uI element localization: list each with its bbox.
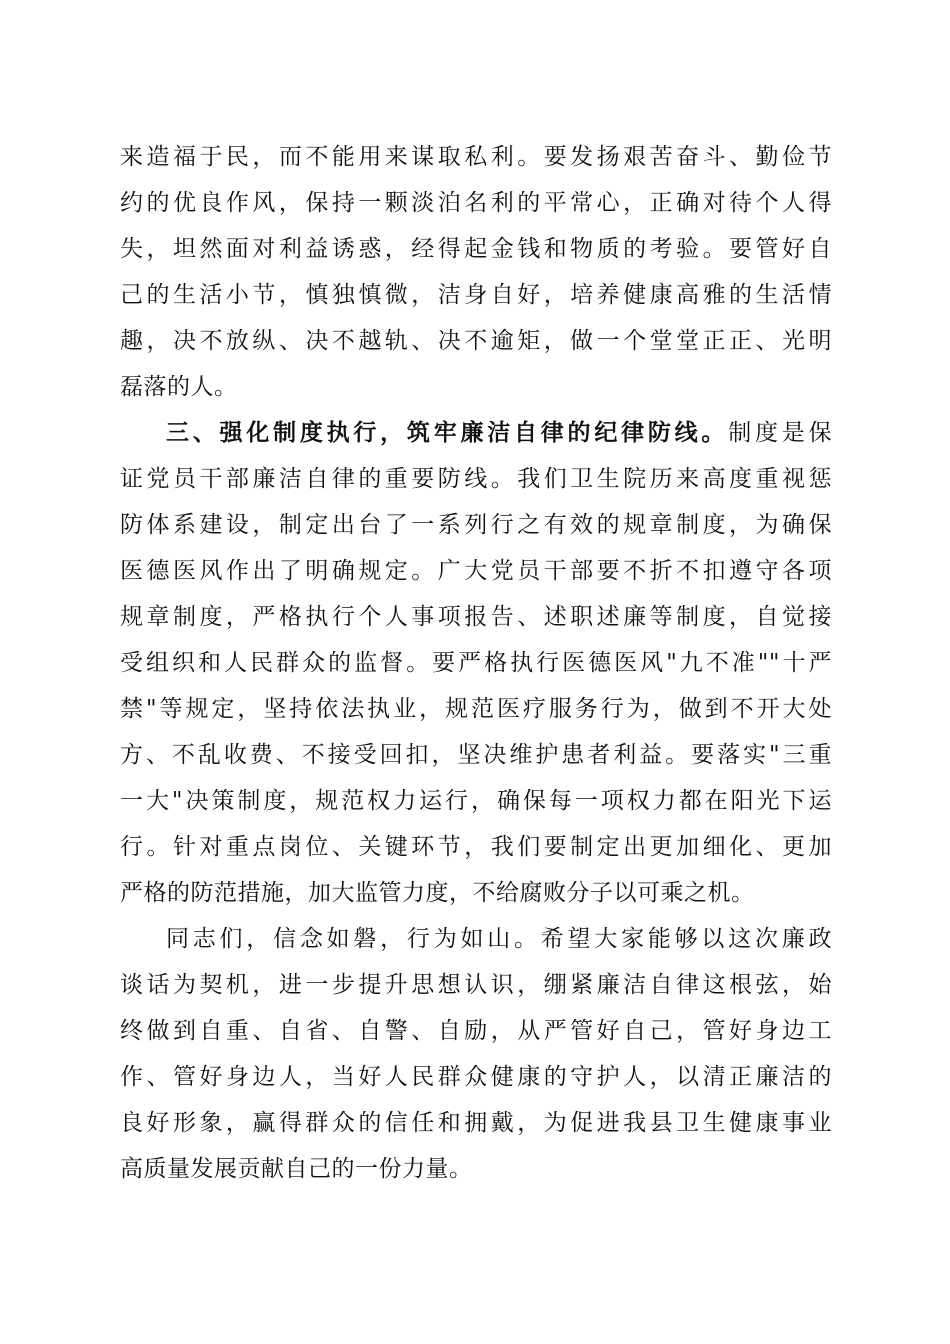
p2-line-7: 禁"等规定，坚持依法执业，规范医疗服务行为，做到不开大处 [120,696,832,722]
p3-line-1: 同志们，信念如磐，行为如山。希望大家能够以这次廉政 [166,926,832,952]
p2-line-9: 一大"决策制度，规范权力运行，确保每一项权力都在阳光下运 [120,788,832,814]
p2-line-1-rest: 制度是保 [728,420,833,446]
p1-line-5: 趣，决不放纵、决不越轨、决不逾矩，做一个堂堂正正、光明 [120,328,832,354]
p2-line-8: 方、不乱收费、不接受回扣，坚决维护患者利益。要落实"三重 [120,742,832,768]
p2-line-4: 医德医风作出了明确规定。广大党员干部要不折不扣遵守各项 [120,558,832,584]
p1-line-6: 磊落的人。 [120,374,238,400]
p2-line-1 [120,410,832,456]
p2-line-11: 严格的防范措施，加大监管力度，不给腐败分子以可乘之机。 [120,880,755,906]
p3-line-2: 谈话为契机，进一步提升思想认识，绷紧廉洁自律这根弦，始 [120,972,832,998]
p3-line-5: 良好形象，赢得群众的信任和拥戴，为促进我县卫生健康事业 [120,1110,832,1136]
p2-line-10: 行。针对重点岗位、关键环节，我们要制定出更加细化、更加 [120,834,832,860]
p2-line-3: 防体系建设，制定出台了一系列行之有效的规章制度，为确保 [120,512,832,538]
p1-line-3: 失，坦然面对利益诱惑，经得起金钱和物质的考验。要管好自 [120,236,832,262]
section-heading-3: 三、强化制度执行，筑牢廉洁自律的纪律防线。 [166,419,729,446]
p1-line-2: 约的优良作风，保持一颗淡泊名利的平常心，正确对待个人得 [120,190,832,216]
p3-line-4: 作、管好身边人，当好人民群众健康的守护人，以清正廉洁的 [120,1064,832,1090]
p2-line-5: 规章制度，严格执行个人事项报告、述职述廉等制度，自觉接 [120,604,832,630]
document-body [120,134,832,1192]
p3-line-6: 高质量发展贡献自己的一份力量。 [120,1156,473,1182]
p1-line-1: 来造福于民，而不能用来谋取私利。要发扬艰苦奋斗、勤俭节 [120,144,832,170]
p2-line-6: 受组织和人民群众的监督。要严格执行医德医风"九不准""十严 [120,650,832,676]
p2-line-2: 证党员干部廉洁自律的重要防线。我们卫生院历来高度重视惩 [120,466,832,492]
p3-line-3: 终做到自重、自省、自警、自励，从严管好自己，管好身边工 [120,1018,832,1044]
p1-line-4: 己的生活小节，慎独慎微，洁身自好，培养健康高雅的生活情 [120,282,832,308]
